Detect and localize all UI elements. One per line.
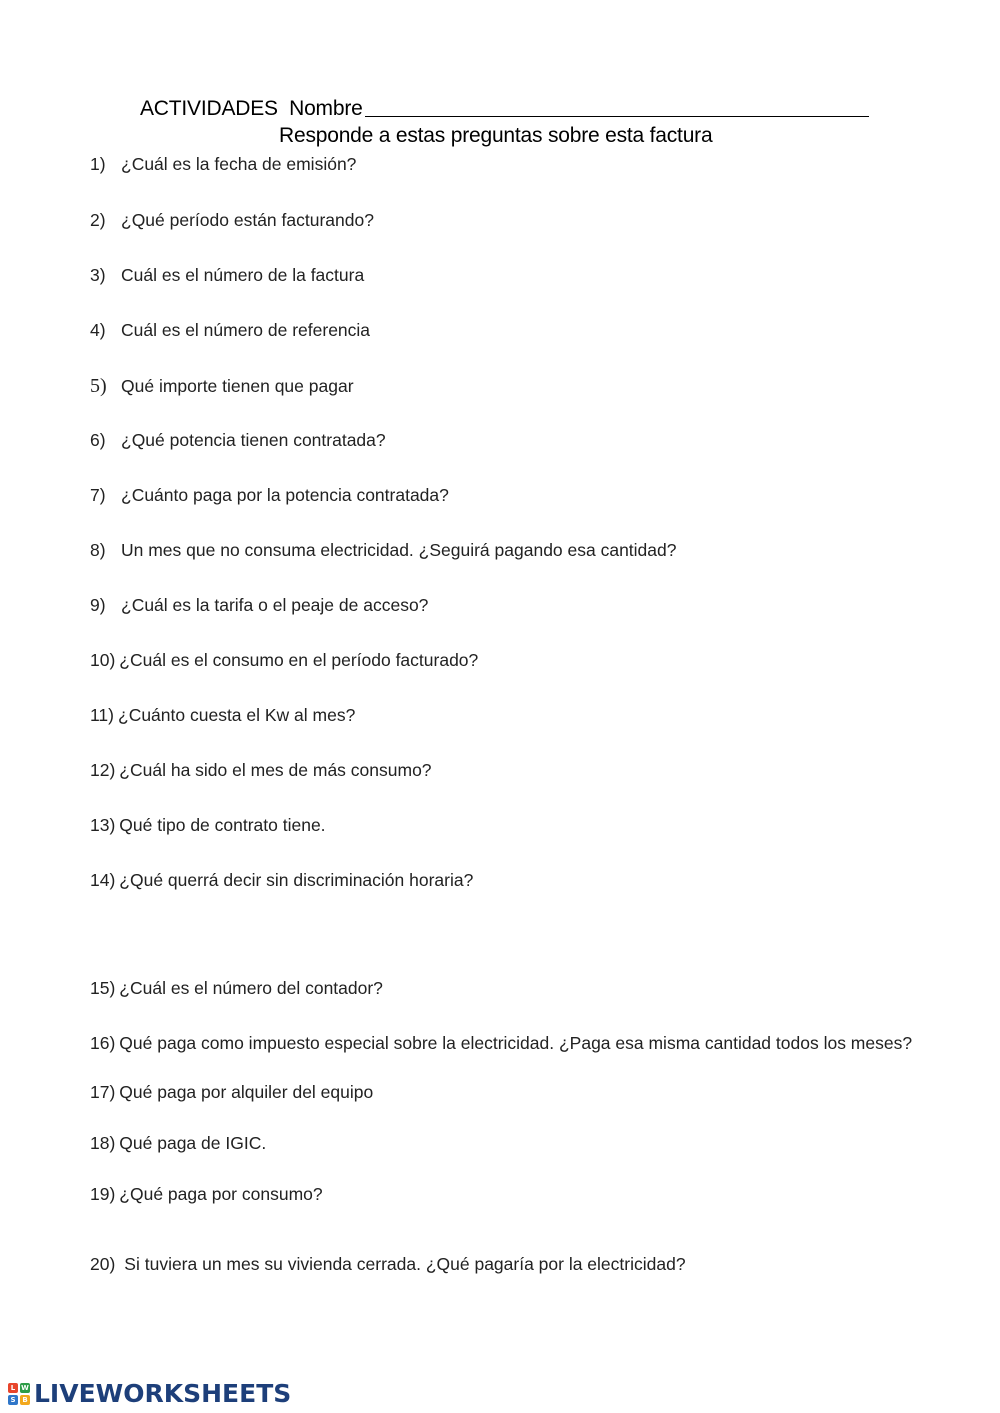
question-item bbox=[90, 650, 478, 671]
logo-text: LIVEWORKSHEETS bbox=[34, 1379, 292, 1408]
name-input-line[interactable] bbox=[365, 94, 869, 117]
question-text: Si tuviera un mes su vivienda cerrada. ¿Qué pagaría por la electricidad? bbox=[124, 1254, 686, 1274]
question-text: ¿Cuál es la tarifa o el peaje de acceso? bbox=[121, 595, 429, 615]
question-item bbox=[90, 1254, 686, 1275]
question-item bbox=[90, 154, 356, 175]
question-item bbox=[90, 320, 370, 341]
question-item bbox=[90, 595, 428, 616]
question-text: Cuál es el número de la factura bbox=[121, 265, 365, 285]
question-number: 15) bbox=[90, 978, 116, 998]
question-item bbox=[90, 1082, 373, 1103]
question-text: Qué paga por alquiler del equipo bbox=[119, 1082, 374, 1102]
logo-block: B bbox=[20, 1395, 30, 1405]
question-item bbox=[90, 1133, 266, 1154]
question-number: 1) bbox=[90, 154, 106, 174]
question-item bbox=[90, 375, 354, 398]
question-number: 17) bbox=[90, 1082, 116, 1102]
logo-block: W bbox=[21, 1383, 29, 1392]
question-text: Qué paga como impuesto especial sobre la electricidad. ¿Paga esa misma cantidad todos los meses? bbox=[119, 1033, 913, 1053]
question-item bbox=[90, 1033, 912, 1054]
question-text: ¿Qué potencia tienen contratada? bbox=[121, 430, 386, 450]
question-item bbox=[90, 265, 364, 286]
question-item bbox=[90, 540, 677, 561]
liveworksheets-logo bbox=[8, 1379, 291, 1408]
question-number: 10) bbox=[90, 650, 116, 670]
question-item bbox=[90, 815, 326, 836]
question-item bbox=[90, 485, 449, 506]
question-text: ¿Cuál es el número del contador? bbox=[119, 978, 383, 998]
question-number: 13) bbox=[90, 815, 116, 835]
question-number: 9) bbox=[90, 595, 106, 615]
question-item bbox=[90, 978, 383, 999]
subtitle: Responde a estas preguntas sobre esta factura bbox=[279, 124, 713, 147]
question-number: 14) bbox=[90, 870, 116, 890]
question-text: ¿Cuál es el consumo en el período facturado? bbox=[119, 650, 479, 670]
question-number: 8) bbox=[90, 540, 106, 560]
question-number: 2) bbox=[90, 210, 106, 230]
question-text: ¿Cuál ha sido el mes de más consumo? bbox=[119, 760, 432, 780]
question-number: 20) bbox=[90, 1254, 116, 1274]
question-item bbox=[90, 760, 432, 781]
question-text: ¿Cuál es la fecha de emisión? bbox=[121, 154, 357, 174]
question-item bbox=[90, 1184, 323, 1205]
activities-label: ACTIVIDADES bbox=[140, 97, 278, 120]
question-item bbox=[90, 210, 374, 231]
question-number: 6) bbox=[90, 430, 106, 450]
question-text: ¿Cuánto cuesta el Kw al mes? bbox=[118, 705, 356, 725]
logo-block: L bbox=[8, 1383, 18, 1393]
question-text: Qué importe tienen que pagar bbox=[121, 376, 354, 396]
question-number: 16) bbox=[90, 1033, 116, 1053]
question-item bbox=[90, 705, 355, 726]
header-title-line bbox=[140, 92, 869, 121]
question-text: ¿Qué período están facturando? bbox=[121, 210, 374, 230]
question-number: 11) bbox=[90, 705, 114, 725]
question-item bbox=[90, 430, 386, 451]
question-text: ¿Qué paga por consumo? bbox=[119, 1184, 323, 1204]
question-number: 5) bbox=[90, 375, 107, 397]
logo-blocks-icon bbox=[8, 1383, 30, 1405]
logo-block: S bbox=[8, 1395, 18, 1405]
question-text: Qué paga de IGIC. bbox=[119, 1133, 267, 1153]
question-number: 7) bbox=[90, 485, 106, 505]
question-text: Cuál es el número de referencia bbox=[121, 320, 371, 340]
question-item bbox=[90, 870, 473, 891]
question-number: 18) bbox=[90, 1133, 116, 1153]
question-number: 4) bbox=[90, 320, 106, 340]
question-text: Un mes que no consuma electricidad. ¿Seguirá pagando esa cantidad? bbox=[121, 540, 677, 560]
question-text: Qué tipo de contrato tiene. bbox=[119, 815, 326, 835]
question-text: ¿Qué querrá decir sin discriminación horaria? bbox=[119, 870, 474, 890]
question-number: 3) bbox=[90, 265, 106, 285]
question-number: 12) bbox=[90, 760, 116, 780]
question-text: ¿Cuánto paga por la potencia contratada? bbox=[121, 485, 449, 505]
name-label: Nombre bbox=[289, 97, 363, 120]
question-number: 19) bbox=[90, 1184, 116, 1204]
